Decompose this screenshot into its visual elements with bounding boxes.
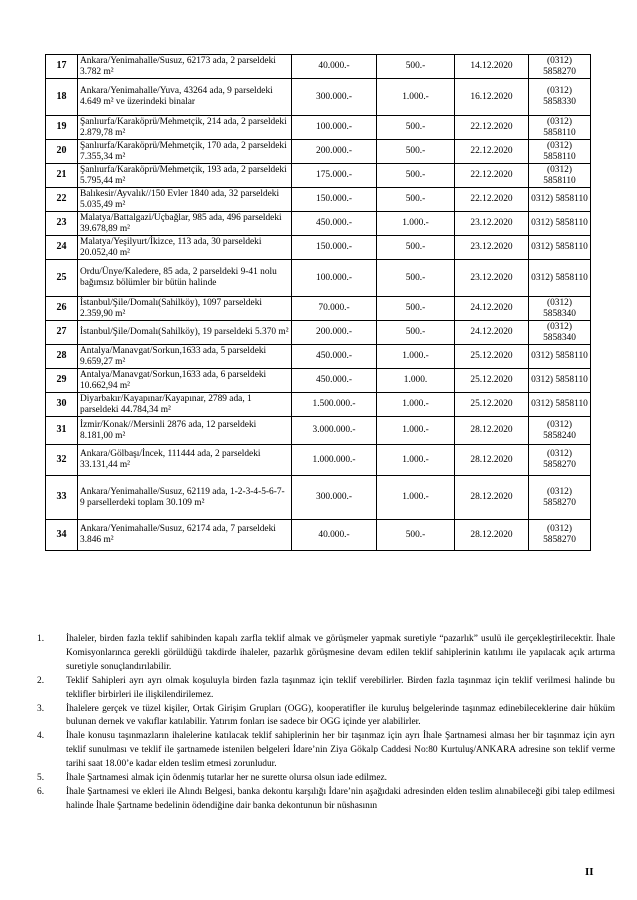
estimated-price: 40.000.- (292, 520, 377, 551)
row-number: 19 (46, 116, 78, 140)
guarantee-amount: 500.- (377, 520, 455, 551)
table-row (46, 520, 591, 551)
property-location: Ankara/Gölbaşı/İncek, 111444 ada, 2 parseldeki 33.131,44 m² (78, 445, 292, 476)
property-location: Balıkesir/Ayvalık//150 Evler 1840 ada, 32 parseldeki 5.035,49 m² (78, 188, 292, 212)
auction-date: 22.12.2020 (455, 140, 529, 164)
auction-date: 23.12.2020 (455, 212, 529, 236)
guarantee-amount: 500.- (377, 297, 455, 321)
guarantee-amount: 500.- (377, 321, 455, 345)
guarantee-amount: 1.000.- (377, 79, 455, 116)
estimated-price: 70.000.- (292, 297, 377, 321)
row-number: 22 (46, 188, 78, 212)
contact-phone: (0312) 5858270 (529, 55, 591, 79)
table-row (46, 212, 591, 236)
table-row (46, 321, 591, 345)
row-number: 28 (46, 345, 78, 369)
table-row (46, 417, 591, 445)
row-number: 21 (46, 164, 78, 188)
contact-phone: (0312) 5858270 (529, 476, 591, 520)
table-row (46, 140, 591, 164)
row-number: 34 (46, 520, 78, 551)
guarantee-amount: 500.- (377, 164, 455, 188)
table-row (46, 445, 591, 476)
estimated-price: 150.000.- (292, 188, 377, 212)
contact-phone: (0312) 5858110 (529, 116, 591, 140)
property-location: Antalya/Manavgat/Sorkun,1633 ada, 6 parseldeki 10.662,94 m² (78, 369, 292, 393)
auction-date: 28.12.2020 (455, 476, 529, 520)
table-row (46, 55, 591, 79)
auction-date: 28.12.2020 (455, 520, 529, 551)
auction-date: 24.12.2020 (455, 321, 529, 345)
contact-phone: (0312) 5858110 (529, 140, 591, 164)
row-number: 32 (46, 445, 78, 476)
estimated-price: 200.000.- (292, 321, 377, 345)
condition-number: 3. (37, 703, 45, 714)
row-number: 26 (46, 297, 78, 321)
estimated-price: 300.000.- (292, 79, 377, 116)
row-number: 33 (46, 476, 78, 520)
table-row (46, 188, 591, 212)
row-number: 20 (46, 140, 78, 164)
guarantee-amount: 500.- (377, 140, 455, 164)
condition-number: 5. (37, 773, 45, 784)
condition-text: İhaleler, birden fazla teklif sahibinden kapalı zarfla teklif almak ve görüşmeler yapmak suretiyle “pazarlık” usulü ile gerçekleştirilecektir. İhale Komisyonlarınca gerekli görüldüğü takdirde ihaleler, pazarlık görüşmesine devam edilen teklif sahiplerinin katılımı ile yapılacak açık artırma suretiyle sonuçlandırılabilir. (66, 634, 615, 672)
guarantee-amount: 1.000.- (377, 417, 455, 445)
table-row (46, 79, 591, 116)
condition-text: İhale konusu taşınmazların ihalelerine katılacak teklif sahiplerinin her bir taşınmaz için ayrı İhale Şartnamesi alması her bir taşınmaz için ayrı teklif sunulması ve teklif ile şartnamede istenilen belgeleri İdare’nin Ziya Gökalp Caddesi No:80 Kurtuluş/ANKARA adresine son teklif verme tarihi saat 18.00’e kadar elden teslim etmesi zorunludur. (66, 731, 615, 770)
guarantee-amount: 500.- (377, 236, 455, 260)
property-location: Ankara/Yenimahalle/Susuz, 62174 ada, 7 parseldeki 3.846 m² (78, 520, 292, 551)
guarantee-amount: 500.- (377, 116, 455, 140)
condition-item (37, 772, 615, 786)
estimated-price: 200.000.- (292, 140, 377, 164)
auction-date: 28.12.2020 (455, 445, 529, 476)
table-row (46, 393, 591, 417)
auction-date: 16.12.2020 (455, 79, 529, 116)
auction-date: 22.12.2020 (455, 164, 529, 188)
contact-phone: 0312) 5858110 (529, 260, 591, 297)
property-location: Ordu/Ünye/Kaledere, 85 ada, 2 parseldeki 9-41 nolu bağımsız bölümler bir bütün halinde (78, 260, 292, 297)
table-row (46, 369, 591, 393)
row-number: 29 (46, 369, 78, 393)
contact-phone: (0312) 5858110 (529, 164, 591, 188)
property-location: Ankara/Yenimahalle/Yuva, 43264 ada, 9 parseldeki 4.649 m² ve üzerindeki binalar (78, 79, 292, 116)
contact-phone: 0312) 5858110 (529, 369, 591, 393)
estimated-price: 450.000.- (292, 369, 377, 393)
table-row (46, 297, 591, 321)
property-location: İstanbul/Şile/Domalı(Sahilköy), 1097 parseldeki 2.359,90 m² (78, 297, 292, 321)
row-number: 25 (46, 260, 78, 297)
contact-phone: 0312) 5858110 (529, 345, 591, 369)
auction-date: 24.12.2020 (455, 297, 529, 321)
condition-item (37, 703, 615, 731)
guarantee-amount: 500.- (377, 188, 455, 212)
table-row (46, 236, 591, 260)
condition-text: İhale Şartnamesi ve ekleri ile Alındı Belgesi, banka dekontu karşılığı İdare’nin aşağıdaki adresinden elden teslim alınabileceği gibi talep edilmesi halinde İhale Şartname bedelinin ödendiğine dair banka dekontunun bir nüshasının (66, 786, 615, 811)
property-location: İstanbul/Şile/Domalı(Sahilköy), 19 parseldeki 5.370 m² (78, 321, 292, 345)
contact-phone: (0312) 5858240 (529, 417, 591, 445)
condition-number: 1. (37, 634, 45, 644)
auction-date: 25.12.2020 (455, 345, 529, 369)
contact-phone: (0312) 5858340 (529, 321, 591, 345)
guarantee-amount: 1.000.- (377, 476, 455, 520)
row-number: 31 (46, 417, 78, 445)
condition-item (37, 730, 615, 772)
row-number: 23 (46, 212, 78, 236)
condition-text: Teklif Sahipleri ayrı ayrı olmak koşuluyla birden fazla taşınmaz için teklif verebilirler. Birden fazla taşınmaz için teklif verilmesi halinde bu teklifler birbirleri ile ilişkilendirilemez. (66, 675, 615, 700)
condition-item (37, 633, 615, 675)
property-location: Şanlıurfa/Karaköprü/Mehmetçik, 170 ada, 2 parseldeki 7.355,34 m² (78, 140, 292, 164)
property-location: İzmir/Konak//Mersinli 2876 ada, 12 parseldeki 8.181,00 m² (78, 417, 292, 445)
property-location: Şanlıurfa/Karaköprü/Mehmetçik, 214 ada, 2 parseldeki 2.879,78 m² (78, 116, 292, 140)
contact-phone: (0312) 5858330 (529, 79, 591, 116)
row-number: 17 (46, 55, 78, 79)
property-location: Şanlıurfa/Karaköprü/Mehmetçik, 193 ada, 2 parseldeki 5.795,44 m² (78, 164, 292, 188)
contact-phone: 0312) 5858110 (529, 393, 591, 417)
row-number: 18 (46, 79, 78, 116)
contact-phone: (0312) 5858270 (529, 520, 591, 551)
estimated-price: 300.000.- (292, 476, 377, 520)
condition-number: 4. (37, 731, 45, 742)
guarantee-amount: 1.000.- (377, 393, 455, 417)
guarantee-amount: 500.- (377, 260, 455, 297)
contact-phone: (0312) 5858270 (529, 445, 591, 476)
guarantee-amount: 1.000.- (377, 212, 455, 236)
auction-date: 14.12.2020 (455, 55, 529, 79)
row-number: 24 (46, 236, 78, 260)
condition-text: İhalelere gerçek ve tüzel kişiler, Ortak Girişim Grupları (OGG), kooperatifler ile kuruluş belgelerinde taşınmaz edinebileceklerine dair hüküm bulunan dernek ve vakıflar katılabilir. Yatırım fonları ise sadece bir OGG içinde yer alabilirler. (66, 703, 615, 728)
condition-item (37, 786, 615, 814)
table-row (46, 260, 591, 297)
conditions-list (37, 633, 615, 814)
estimated-price: 100.000.- (292, 116, 377, 140)
estimated-price: 1.000.000.- (292, 445, 377, 476)
guarantee-amount: 1.000. (377, 369, 455, 393)
contact-phone: 0312) 5858110 (529, 188, 591, 212)
guarantee-amount: 1.000.- (377, 445, 455, 476)
auction-date: 22.12.2020 (455, 116, 529, 140)
table-row (46, 476, 591, 520)
guarantee-amount: 500.- (377, 55, 455, 79)
estimated-price: 175.000.- (292, 164, 377, 188)
auction-date: 25.12.2020 (455, 393, 529, 417)
estimated-price: 3.000.000.- (292, 417, 377, 445)
estimated-price: 450.000.- (292, 345, 377, 369)
auction-date: 22.12.2020 (455, 188, 529, 212)
auction-date: 23.12.2020 (455, 260, 529, 297)
condition-number: 6. (37, 786, 45, 797)
table-row (46, 164, 591, 188)
estimated-price: 450.000.- (292, 212, 377, 236)
condition-text: İhale Şartnamesi almak için ödenmiş tutarlar her ne surette olursa olsun iade edilmez. (66, 773, 387, 784)
auction-date: 25.12.2020 (455, 369, 529, 393)
auction-date: 28.12.2020 (455, 417, 529, 445)
contact-phone: (0312) 5858340 (529, 297, 591, 321)
property-location: Antalya/Manavgat/Sorkun,1633 ada, 5 parseldeki 9.659,27 m² (78, 345, 292, 369)
property-location: Malatya/Yeşilyurt/İkizce, 113 ada, 30 parseldeki 20.052,40 m² (78, 236, 292, 260)
estimated-price: 40.000.- (292, 55, 377, 79)
property-location: Malatya/Battalgazi/Uçbağlar, 985 ada, 496 parseldeki 39.678,89 m² (78, 212, 292, 236)
estimated-price: 1.500.000.- (292, 393, 377, 417)
contact-phone: 0312) 5858110 (529, 212, 591, 236)
property-location: Diyarbakır/Kayapınar/Kayapınar, 2789 ada, 1 parseldeki 44.784,34 m² (78, 393, 292, 417)
row-number: 27 (46, 321, 78, 345)
property-location: Ankara/Yenimahalle/Susuz, 62119 ada, 1-2-3-4-5-6-7-9 parsellerdeki toplam 30.109 m² (78, 476, 292, 520)
auction-date: 23.12.2020 (455, 236, 529, 260)
estimated-price: 150.000.- (292, 236, 377, 260)
condition-number: 2. (37, 675, 45, 686)
auction-table (45, 54, 591, 551)
row-number: 30 (46, 393, 78, 417)
condition-item (37, 675, 615, 703)
table-row (46, 345, 591, 369)
guarantee-amount: 1.000.- (377, 345, 455, 369)
table-row (46, 116, 591, 140)
page-number: II (585, 866, 594, 878)
estimated-price: 100.000.- (292, 260, 377, 297)
property-location: Ankara/Yenimahalle/Susuz, 62173 ada, 2 parseldeki 3.782 m² (78, 55, 292, 79)
contact-phone: 0312) 5858110 (529, 236, 591, 260)
